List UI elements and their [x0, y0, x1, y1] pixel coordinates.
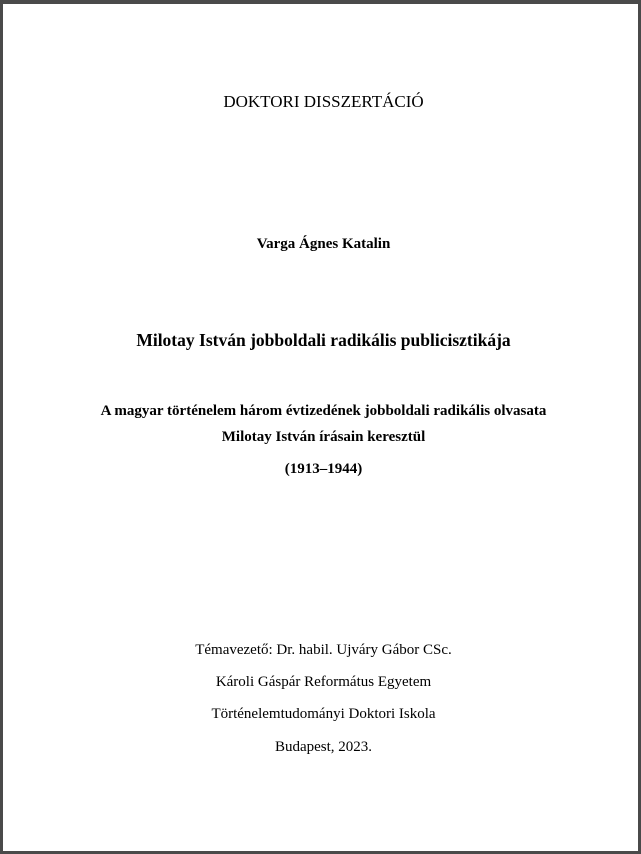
- period-years: (1913–1944): [284, 461, 363, 477]
- subtitle-line-1: A magyar történelem három évtizedének jobboldali radikális olvasata: [100, 403, 547, 419]
- document-type-heading: DOKTORI DISSZERTÁCIÓ: [223, 92, 424, 111]
- place-and-year: Budapest, 2023.: [274, 739, 373, 755]
- university-name: Károli Gáspár Református Egyetem: [215, 674, 432, 690]
- author-name: Varga Ágnes Katalin: [256, 236, 391, 252]
- doctoral-school-name: Történelemtudományi Doktori Iskola: [211, 706, 436, 722]
- supervisor-line: Témavezető: Dr. habil. Ujváry Gábor CSc.: [195, 642, 452, 658]
- subtitle-line-2: Milotay István írásain keresztül: [221, 429, 426, 445]
- dissertation-title: Milotay István jobboldali radikális publicisztikája: [136, 330, 511, 350]
